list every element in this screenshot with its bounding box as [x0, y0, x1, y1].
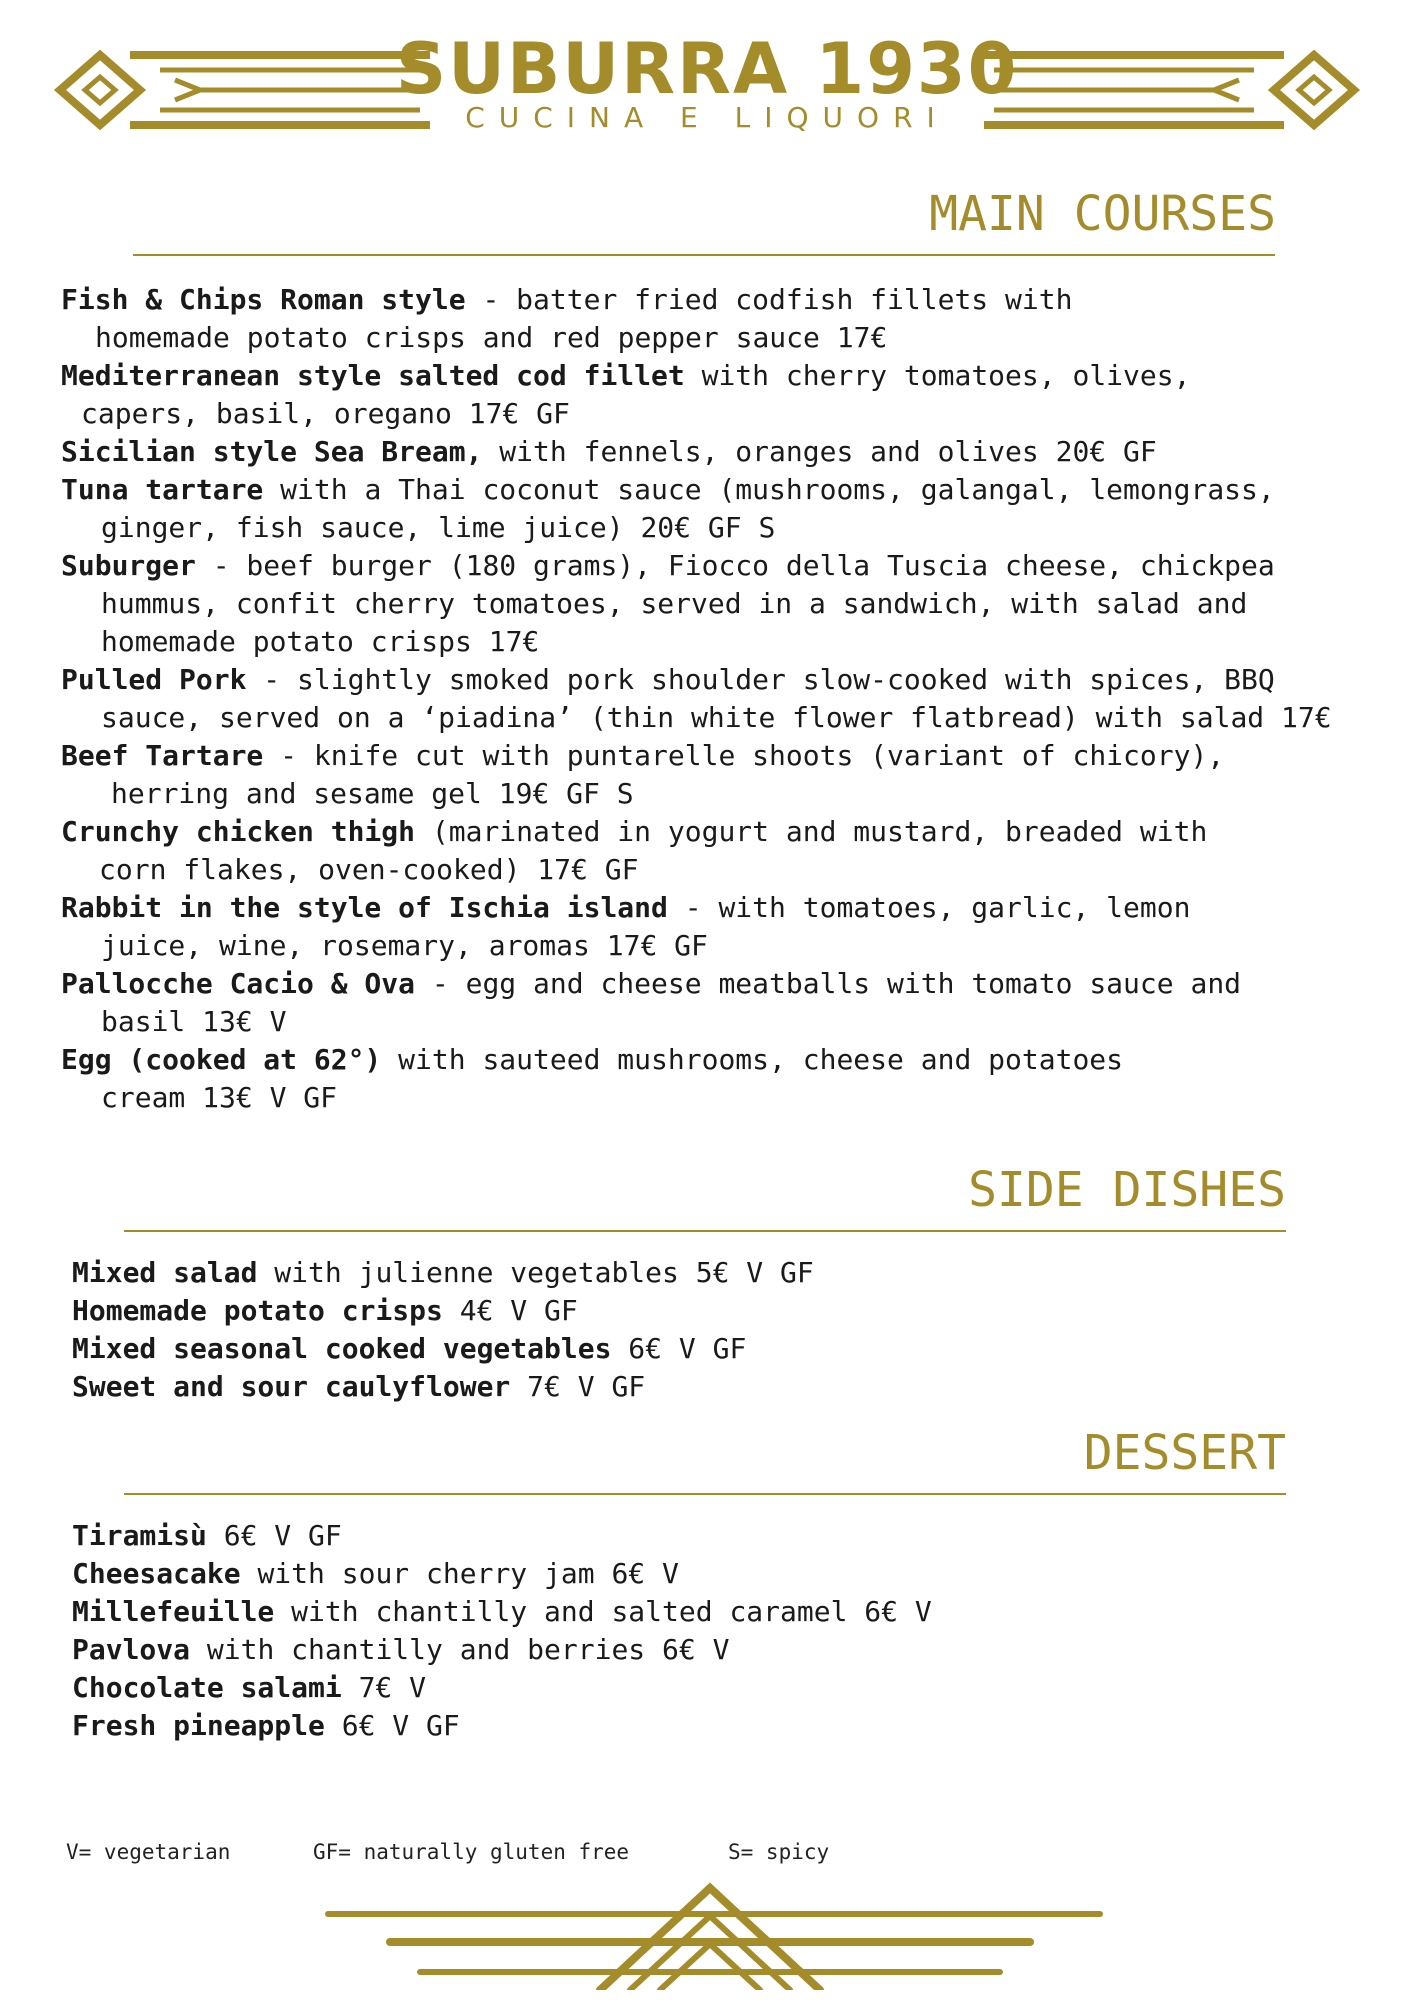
list-item [61, 1041, 1361, 1117]
dish-name: Mixed seasonal cooked vegetables [72, 1332, 612, 1365]
list-item [61, 813, 1361, 889]
list-item [61, 433, 1361, 471]
dish-name: Sicilian style Sea Bream, [61, 435, 483, 468]
dish-name: Tuna tartare [61, 473, 264, 506]
legend-spicy: S= spicy [728, 1840, 830, 1864]
dish-name: Beef Tartare [61, 739, 264, 772]
dessert-heading: DESSERT [1083, 1425, 1286, 1481]
list-item [72, 1707, 1322, 1745]
dish-description-cont: cream 13€ V GF [101, 1081, 338, 1114]
side-dishes-divider [124, 1230, 1286, 1232]
dish-description: - beef burger (180 grams), Fiocco della Tuscia cheese, chickpea [212, 549, 1275, 582]
dish-name: Pavlova [72, 1633, 191, 1666]
dish-description: 7€ V GF [527, 1370, 646, 1403]
dish-description: - knife cut with puntarelle shoots (variant of chicory), [280, 739, 1225, 772]
list-item [61, 471, 1361, 547]
list-item [72, 1517, 1322, 1555]
main-courses-heading: MAIN COURSES [929, 186, 1276, 242]
dish-name: Mixed salad [72, 1256, 258, 1289]
dish-description: - slightly smoked pork shoulder slow-cooked with spices, BBQ [263, 663, 1275, 696]
main-courses-divider [133, 254, 1275, 256]
dish-name: Egg (cooked at 62°) [61, 1043, 382, 1076]
list-item [61, 965, 1361, 1041]
dish-description-cont: herring and sesame gel 19€ GF S [111, 777, 634, 810]
dish-description: 6€ V GF [341, 1709, 460, 1742]
dish-name: Mediterranean style salted cod fillet [61, 359, 685, 392]
dish-description: with chantilly and berries 6€ V [206, 1633, 730, 1666]
dish-description-cont: homemade potato crisps and red pepper sauce 17€ [95, 321, 888, 354]
dish-description: 6€ V GF [628, 1332, 747, 1365]
dish-description: with sauteed mushrooms, cheese and potatoes [398, 1043, 1124, 1076]
side-dishes-list [72, 1254, 1322, 1406]
list-item [61, 281, 1361, 357]
list-item [61, 547, 1361, 661]
dish-name: Chocolate salami [72, 1671, 342, 1704]
dish-description: 6€ V GF [223, 1519, 342, 1552]
dessert-divider [124, 1493, 1286, 1495]
footer-ornament [300, 1880, 1120, 1990]
dish-description: with sour cherry jam 6€ V [257, 1557, 679, 1590]
dessert-list [72, 1517, 1322, 1745]
list-item [72, 1292, 1322, 1330]
dish-name: Homemade potato crisps [72, 1294, 443, 1327]
list-item [72, 1593, 1322, 1631]
dish-description: with fennels, oranges and olives 20€ GF [499, 435, 1157, 468]
side-dishes-heading: SIDE DISHES [968, 1162, 1286, 1218]
dish-description: 4€ V GF [459, 1294, 578, 1327]
dish-name: Sweet and sour caulyflower [72, 1370, 511, 1403]
legend-vegetarian: V= vegetarian [66, 1840, 231, 1864]
dish-description-cont: corn flakes, oven-cooked) 17€ GF [99, 853, 639, 886]
dish-name: Crunchy chicken thigh [61, 815, 416, 848]
dish-name: Cheesacake [72, 1557, 241, 1590]
dish-description: 7€ V [358, 1671, 427, 1704]
list-item [72, 1330, 1322, 1368]
dish-description-cont: sauce, served on a ‘piadina’ (thin white flower flatbread) with salad 17€ [101, 701, 1332, 734]
dish-name: Suburger [61, 549, 196, 582]
dish-description: - batter fried codfish fillets with [482, 283, 1073, 316]
dish-description-cont: juice, wine, rosemary, aromas 17€ GF [101, 929, 708, 962]
dish-description: - with tomatoes, garlic, lemon [684, 891, 1191, 924]
dish-name: Fish & Chips Roman style [61, 283, 466, 316]
list-item [72, 1555, 1322, 1593]
restaurant-tagline: CUCINA E LIQUORI [465, 101, 949, 134]
list-item [72, 1669, 1322, 1707]
menu-header [0, 0, 1414, 150]
main-courses-list [61, 281, 1361, 1117]
dish-name: Pallocche Cacio & Ova [61, 967, 416, 1000]
dish-description-cont: basil 13€ V [101, 1005, 287, 1038]
dish-name: Tiramisù [72, 1519, 207, 1552]
dish-description: with chantilly and salted caramel 6€ V [291, 1595, 932, 1628]
dish-name: Rabbit in the style of Ischia island [61, 891, 668, 924]
dish-description: (marinated in yogurt and mustard, breaded with [431, 815, 1208, 848]
legend-gluten-free: GF= naturally gluten free [313, 1840, 630, 1864]
list-item [61, 661, 1361, 737]
dish-description-cont: ginger, fish sauce, lime juice) 20€ GF S [101, 511, 776, 544]
dish-description: with julienne vegetables 5€ V GF [274, 1256, 814, 1289]
dish-name: Millefeuille [72, 1595, 275, 1628]
dish-description-cont: homemade potato crisps 17€ [101, 625, 540, 658]
list-item [72, 1368, 1322, 1406]
dish-description-cont: capers, basil, oregano 17€ GF [81, 397, 570, 430]
list-item [61, 737, 1361, 813]
list-item [61, 357, 1361, 433]
list-item [61, 889, 1361, 965]
restaurant-name: SUBURRA 1930 [395, 28, 1019, 110]
dish-name: Pulled Pork [61, 663, 247, 696]
list-item [72, 1631, 1322, 1669]
dish-description: with cherry tomatoes, olives, [701, 359, 1191, 392]
list-item [72, 1254, 1322, 1292]
dish-description: with a Thai coconut sauce (mushrooms, galangal, lemongrass, [280, 473, 1275, 506]
dish-description: - egg and cheese meatballs with tomato sauce and [431, 967, 1242, 1000]
dish-name: Fresh pineapple [72, 1709, 325, 1742]
dish-description-cont: hummus, confit cherry tomatoes, served in a sandwich, with salad and [101, 587, 1248, 620]
